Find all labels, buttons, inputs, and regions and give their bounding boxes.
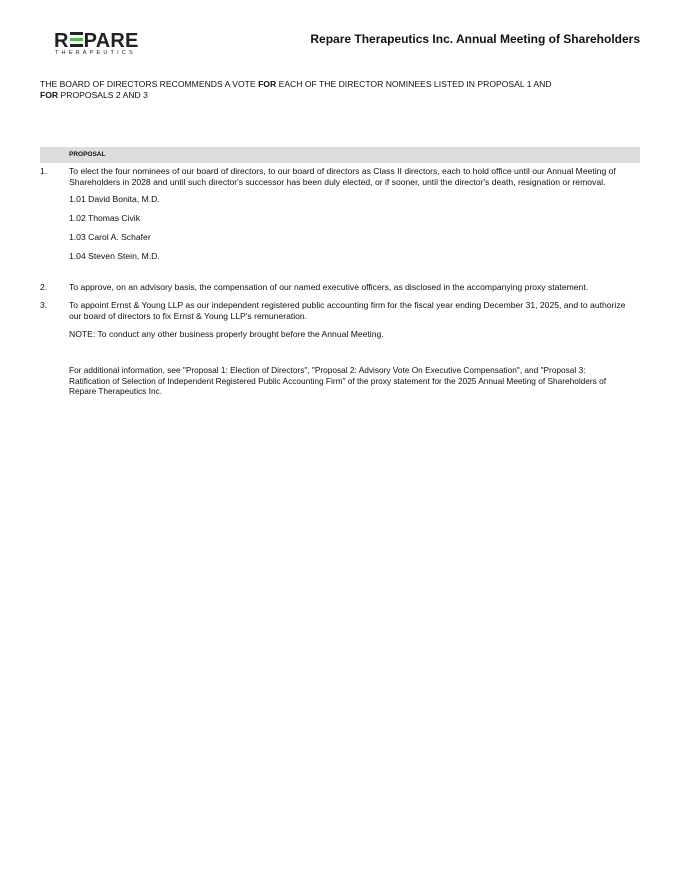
meeting-note: NOTE: To conduct any other business properly brought before the Annual Meeting. xyxy=(69,329,384,339)
repare-logo xyxy=(54,30,139,59)
recommendation-text-2: EACH OF THE DIRECTOR NOMINEES LISTED IN PROPOSAL 1 AND xyxy=(276,79,552,89)
proposal-number: 1. xyxy=(40,166,48,176)
recommendation-for-1: FOR xyxy=(258,79,277,89)
additional-information: For additional information, see "Proposal 1: Election of Directors", "Proposal 2: Advisory Vote On Executive Compensation", and "Proposal 3: Ratification of Selection of Independent Registered Public Accounting Firm" of the proxy statement for the 2025 Annual Meeting of Shareholders of Repare Therapeutics Inc. xyxy=(69,365,607,396)
proposal-header-label: PROPOSAL xyxy=(69,151,106,158)
recommendation-for-2: FOR xyxy=(40,90,59,100)
board-recommendation xyxy=(40,79,600,101)
page-title: Repare Therapeutics Inc. Annual Meeting of Shareholders xyxy=(310,32,640,46)
proposal-number: 2. xyxy=(40,282,48,292)
nominee-item: 1.04 Steven Stein, M.D. xyxy=(69,251,160,261)
logo-wordmark xyxy=(54,31,139,51)
logo-subtitle: THERAPEUTICS xyxy=(55,50,136,56)
logo-letters-pare: PARE xyxy=(83,30,139,52)
proposal-number: 3. xyxy=(40,300,48,310)
proposal-text: To elect the four nominees of our board of directors, to our board of directors as Class II directors, each to hold office until our Annual Meeting of Shareholders in 2028 and until such director's successor has been duly elected, or if sooner, until the director's death, resignation or removal. xyxy=(69,166,616,187)
recommendation-text-1: THE BOARD OF DIRECTORS RECOMMENDS A VOTE xyxy=(40,79,259,89)
nominee-item: 1.01 David Bonita, M.D. xyxy=(69,194,160,204)
recommendation-text-3: PROPOSALS 2 AND 3 xyxy=(58,90,148,100)
proposal-text: To approve, on an advisory basis, the compensation of our named executive officers, as disclosed in the accompanying proxy statement. xyxy=(69,282,589,292)
proposal-text: To appoint Ernst & Young LLP as our independent registered public accounting firm for the fiscal year ending December 31, 2025, and to authorize our board of directors to fix Ernst & Young LLP's remuneration. xyxy=(69,300,626,321)
logo-e-mark xyxy=(70,32,83,47)
proposal-header-bar xyxy=(40,147,640,163)
logo-letter-r: R xyxy=(54,30,69,52)
nominee-item: 1.03 Carol A. Schafer xyxy=(69,232,151,242)
nominee-item: 1.02 Thomas Civik xyxy=(69,213,141,223)
